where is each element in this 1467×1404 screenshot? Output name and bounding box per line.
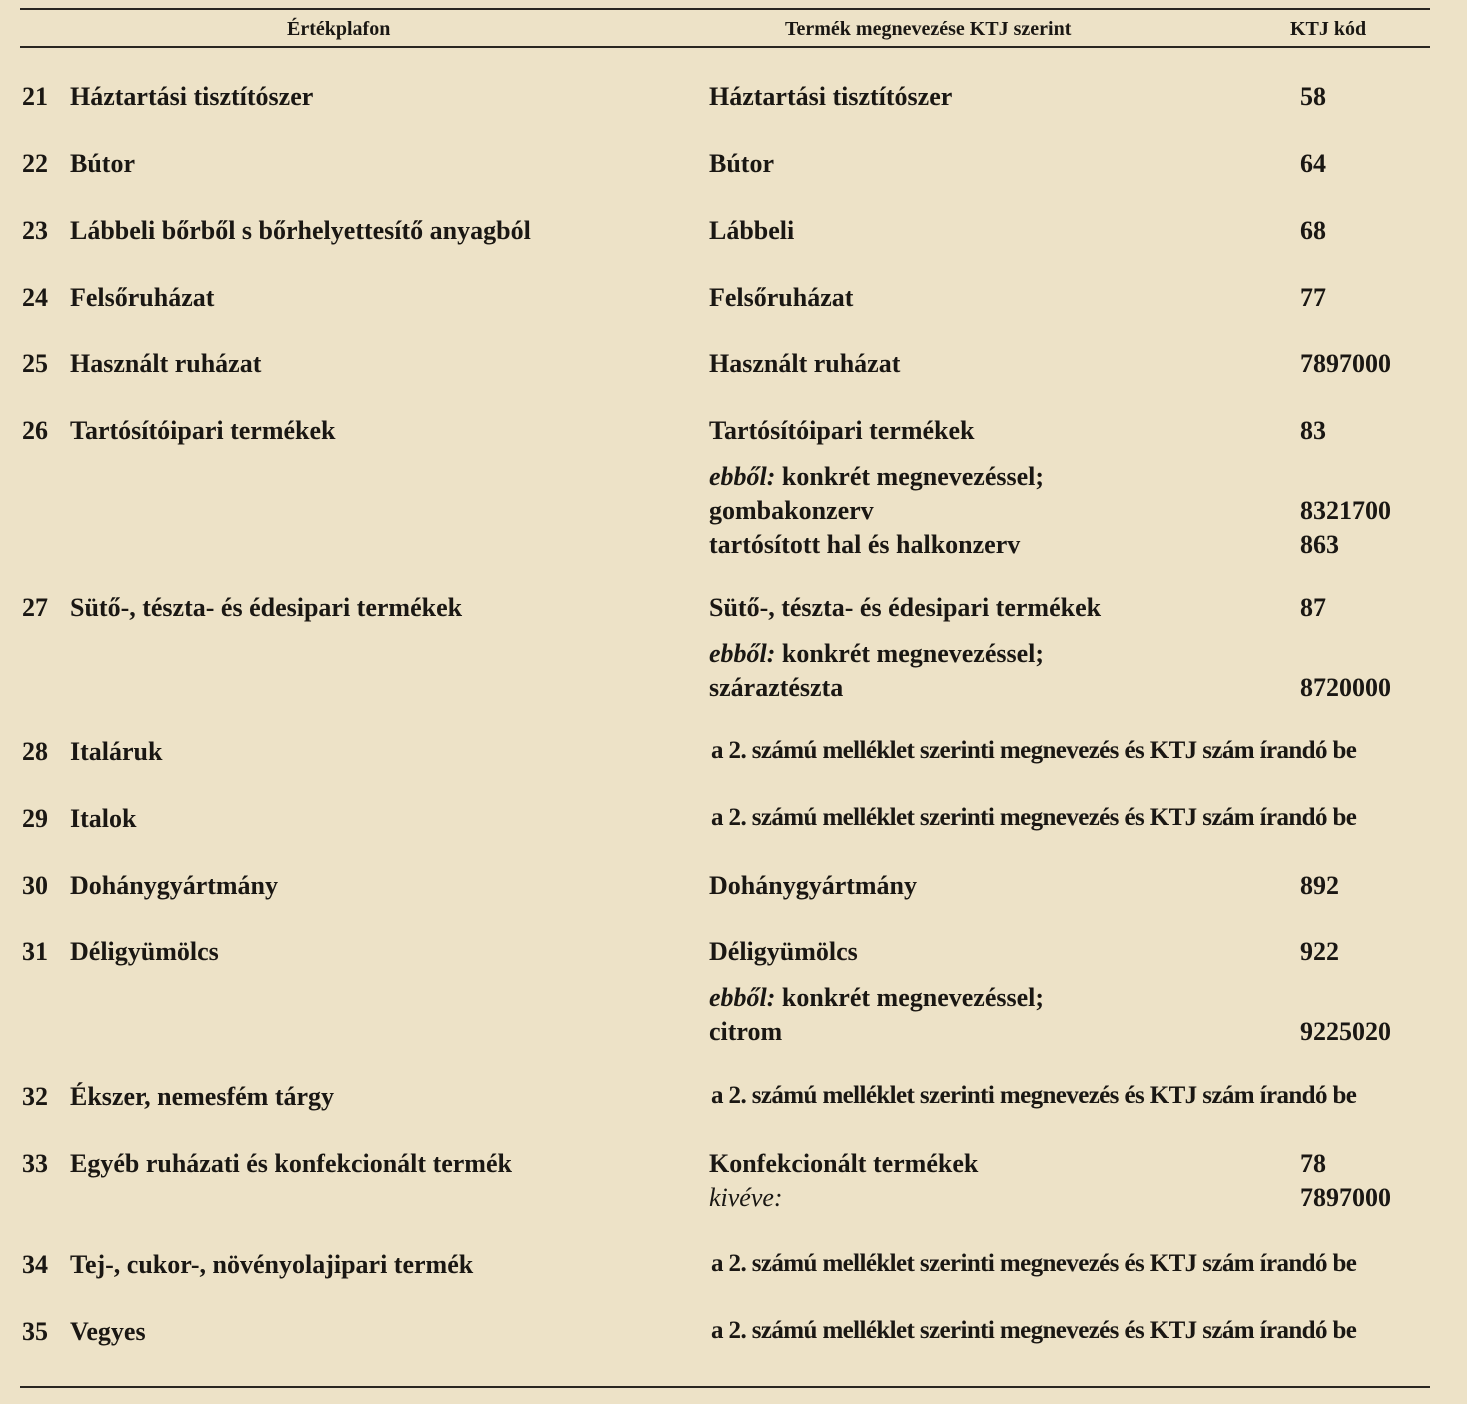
row-ktj-code: 892 <box>1300 871 1339 900</box>
row-product-name: Bútor <box>709 149 774 178</box>
row-subheading <box>709 983 1044 1013</box>
row-product-name: Használt ruházat <box>709 349 901 378</box>
kiveve-label: kivéve: <box>709 1183 783 1212</box>
row-main-line <box>0 737 1467 773</box>
row-subheading <box>709 639 1044 669</box>
subheading-text: konkrét megnevezéssel; <box>775 983 1045 1012</box>
row-main-line <box>0 1250 1467 1286</box>
row-ktj-code: 77 <box>1300 283 1326 312</box>
row-subheading-line <box>0 462 1467 498</box>
row-main-line <box>0 871 1467 907</box>
row-value-ceiling-name: Tej-, cukor-, növényolajipari termék <box>70 1250 474 1279</box>
row-main-line <box>0 804 1467 840</box>
row-number: 34 <box>22 1250 48 1279</box>
row-value-ceiling-name: Dohánygyártmány <box>70 871 279 900</box>
row-ktj-code: 64 <box>1300 149 1326 178</box>
row-value-ceiling-name: Italáruk <box>70 737 163 766</box>
row-ktj-code: 83 <box>1300 416 1326 445</box>
row-number: 27 <box>22 593 48 622</box>
row-value-ceiling-name: Használt ruházat <box>70 349 262 378</box>
row-number: 22 <box>22 149 48 178</box>
row-subheading-line <box>0 639 1467 675</box>
row-subheading <box>709 462 1044 492</box>
sub-item-code: 863 <box>1300 530 1339 559</box>
except-code: 7897000 <box>1300 1183 1391 1212</box>
row-main-line <box>0 283 1467 319</box>
top-rule <box>20 8 1430 10</box>
row-main-line <box>0 1317 1467 1353</box>
row-main-line <box>0 937 1467 973</box>
sub-item-line <box>0 1017 1467 1053</box>
row-number: 32 <box>22 1082 48 1111</box>
row-ktj-code: 68 <box>1300 216 1326 245</box>
row-number: 33 <box>22 1149 48 1178</box>
header-rule <box>20 46 1430 48</box>
row-value-ceiling-name: Bútor <box>70 149 135 178</box>
row-value-ceiling-name: Háztartási tisztítószer <box>70 82 314 111</box>
row-product-name: Dohánygyártmány <box>709 871 918 900</box>
row-product-name: Háztartási tisztítószer <box>709 82 953 111</box>
row-number: 23 <box>22 216 48 245</box>
sub-item-line <box>0 530 1467 566</box>
row-product-name: Lábbeli <box>709 216 795 245</box>
row-value-ceiling-name: Déligyümölcs <box>70 937 219 966</box>
row-product-name: Sütő-, tészta- és édesipari termékek <box>709 593 1102 622</box>
row-note: a 2. számú melléklet szerinti megnevezés és KTJ szám írandó be <box>711 804 1357 831</box>
row-main-line <box>0 216 1467 252</box>
row-note: a 2. számú melléklet szerinti megnevezés és KTJ szám írandó be <box>711 1082 1357 1109</box>
row-main-line <box>0 82 1467 118</box>
sub-item-line <box>0 496 1467 532</box>
header-termek-megnevezese: Termék megnevezése KTJ szerint <box>785 18 1072 40</box>
row-number: 24 <box>22 283 48 312</box>
row-note: a 2. számú melléklet szerinti megnevezés és KTJ szám írandó be <box>711 737 1357 764</box>
row-main-line <box>0 593 1467 629</box>
row-note: a 2. számú melléklet szerinti megnevezés és KTJ szám írandó be <box>711 1317 1357 1344</box>
header-ktj-kod: KTJ kód <box>1290 18 1367 40</box>
row-value-ceiling-name: Vegyes <box>70 1317 146 1346</box>
sub-item-code: 8720000 <box>1300 673 1391 702</box>
ebbol-label: ebből: <box>709 639 776 668</box>
row-ktj-code: 58 <box>1300 82 1326 111</box>
row-value-ceiling-name: Lábbeli bőrből s bőrhelyettesítő anyagból <box>70 216 531 245</box>
row-number: 31 <box>22 937 48 966</box>
row-value-ceiling-name: Felsőruházat <box>70 283 215 312</box>
sub-item-code: 9225020 <box>1300 1017 1391 1046</box>
row-number: 25 <box>22 349 48 378</box>
row-subheading-line <box>0 983 1467 1019</box>
row-ktj-code: 7897000 <box>1300 349 1391 378</box>
sub-item-line <box>0 673 1467 709</box>
row-value-ceiling-name: Italok <box>70 804 137 833</box>
row-ktj-code: 87 <box>1300 593 1326 622</box>
row-value-ceiling-name: Egyéb ruházati és konfekcionált termék <box>70 1149 512 1178</box>
sub-item-code: 8321700 <box>1300 496 1391 525</box>
row-main-line <box>0 149 1467 185</box>
row-note: a 2. számú melléklet szerinti megnevezés és KTJ szám írandó be <box>711 1250 1357 1277</box>
subheading-text: konkrét megnevezéssel; <box>775 639 1045 668</box>
subheading-text: konkrét megnevezéssel; <box>775 462 1045 491</box>
row-number: 26 <box>22 416 48 445</box>
row-ktj-code: 78 <box>1300 1149 1326 1178</box>
bottom-rule <box>20 1386 1430 1388</box>
sub-item-product: citrom <box>709 1017 783 1046</box>
row-product-name: Konfekcionált termékek <box>709 1149 979 1178</box>
row-number: 29 <box>22 804 48 833</box>
row-ktj-code: 922 <box>1300 937 1339 966</box>
row-number: 35 <box>22 1317 48 1346</box>
row-product-name: Tartósítóipari termékek <box>709 416 975 445</box>
row-main-line <box>0 1082 1467 1118</box>
row-value-ceiling-name: Sütő-, tészta- és édesipari termékek <box>70 593 463 622</box>
row-number: 21 <box>22 82 48 111</box>
ebbol-label: ebből: <box>709 983 776 1012</box>
ebbol-label: ebből: <box>709 462 776 491</box>
row-value-ceiling-name: Tartósítóipari termékek <box>70 416 336 445</box>
sub-item-product: tartósított hal és halkonzerv <box>709 530 1021 559</box>
row-product-name: Felsőruházat <box>709 283 854 312</box>
row-main-line <box>0 416 1467 452</box>
sub-item-product: száraztészta <box>709 673 844 702</box>
row-product-name: Déligyümölcs <box>709 937 858 966</box>
row-main-line <box>0 1149 1467 1185</box>
row-value-ceiling-name: Ékszer, nemesfém tárgy <box>70 1082 335 1111</box>
row-number: 28 <box>22 737 48 766</box>
header-ertekplafon: Értékplafon <box>287 18 391 40</box>
row-main-line <box>0 349 1467 385</box>
except-line <box>0 1183 1467 1219</box>
row-number: 30 <box>22 871 48 900</box>
sub-item-product: gombakonzerv <box>709 496 874 525</box>
